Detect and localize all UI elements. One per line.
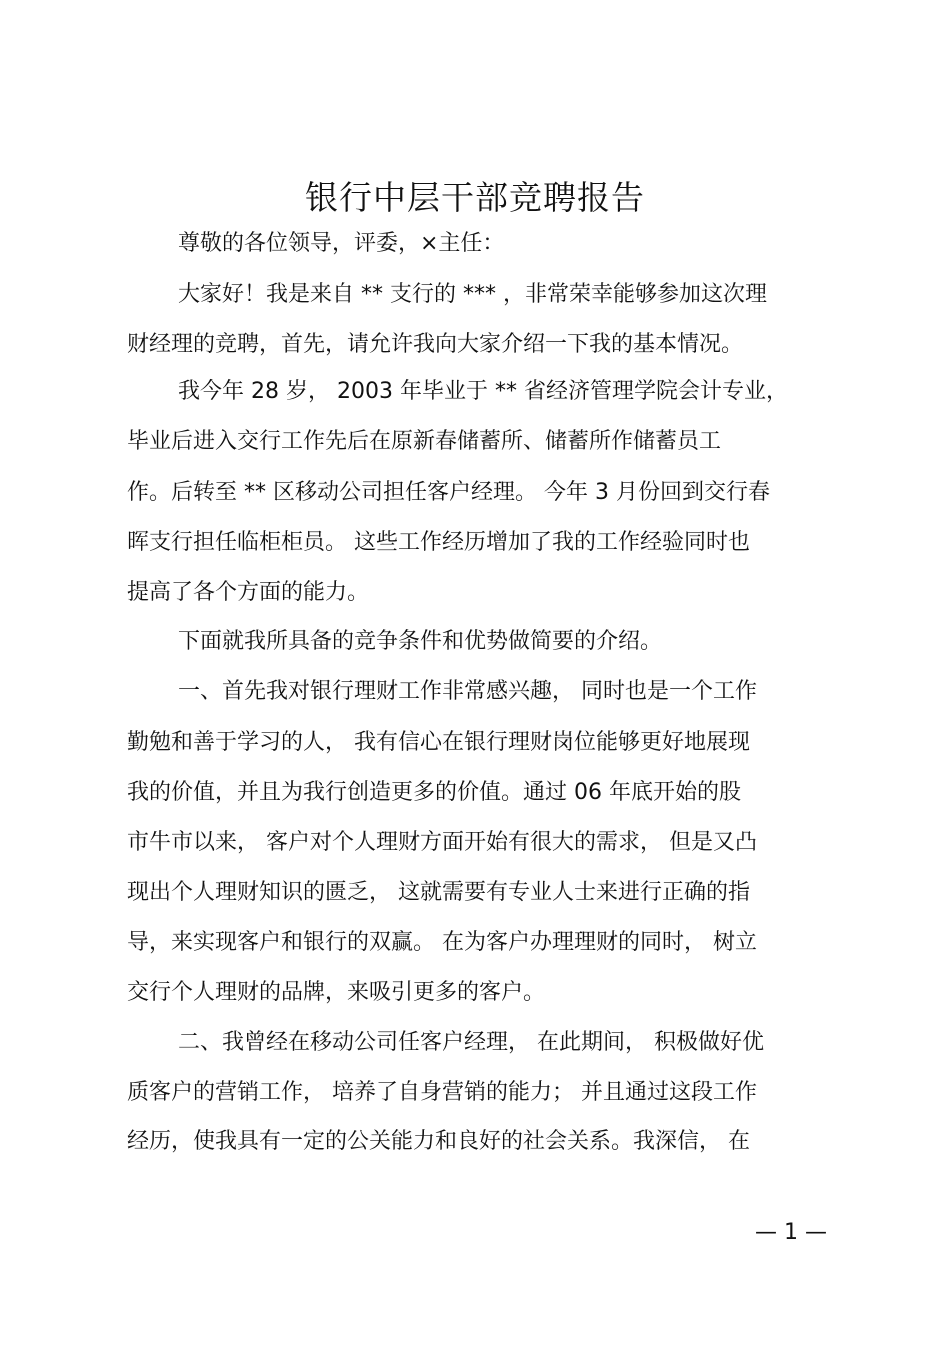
paragraph-line: 我今年 28 岁， 2003 年毕业于 ** 省经济管理学院会计专业， xyxy=(178,379,788,404)
paragraph-line: 晖支行担任临柜柜员。 这些工作经历增加了我的工作经验同时也 xyxy=(127,530,750,555)
paragraph-line: 经历，使我具有一定的公关能力和良好的社会关系。我深信， 在 xyxy=(127,1129,750,1154)
paragraph-line: 财经理的竞聘，首先，请允许我向大家介绍一下我的基本情况。 xyxy=(127,332,744,357)
page-number: — 1 — xyxy=(755,1220,827,1245)
paragraph-line: 大家好！我是来自 ** 支行的 *** ，非常荣幸能够参加这次理 xyxy=(178,282,767,307)
paragraph-line: 导，来实现客户和银行的双赢。 在为客户办理理财的同时， 树立 xyxy=(127,930,757,955)
paragraph-line: 提高了各个方面的能力。 xyxy=(127,580,370,605)
paragraph-line: 勤勉和善于学习的人， 我有信心在银行理财岗位能够更好地展现 xyxy=(127,730,750,755)
paragraph-line: 一、首先我对银行理财工作非常感兴趣， 同时也是一个工作 xyxy=(178,679,757,704)
paragraph-line: 市牛市以来， 客户对个人理财方面开始有很大的需求， 但是又凸 xyxy=(127,830,757,855)
paragraph-line: 二、我曾经在移动公司任客户经理， 在此期间， 积极做好优 xyxy=(178,1030,764,1055)
document-title: 银行中层干部竞聘报告 xyxy=(305,178,645,217)
paragraph-line: 交行个人理财的品牌，来吸引更多的客户。 xyxy=(127,980,546,1005)
paragraph-line: 下面就我所具备的竞争条件和优势做简要的介绍。 xyxy=(178,629,663,654)
paragraph-line: 尊敬的各位领导，评委，×主任： xyxy=(178,231,505,256)
paragraph-line: 现出个人理财知识的匮乏， 这就需要有专业人士来进行正确的指 xyxy=(127,880,750,905)
paragraph-line: 质客户的营销工作， 培养了自身营销的能力； 并且通过这段工作 xyxy=(127,1080,757,1105)
paragraph-line: 我的价值，并且为我行创造更多的价值。通过 06 年底开始的股 xyxy=(127,780,741,805)
paragraph-line: 毕业后进入交行工作先后在原新春储蓄所、储蓄所作储蓄员工 xyxy=(127,429,722,454)
paragraph-line: 作。后转至 ** 区移动公司担任客户经理。 今年 3 月份回到交行春 xyxy=(127,480,770,505)
